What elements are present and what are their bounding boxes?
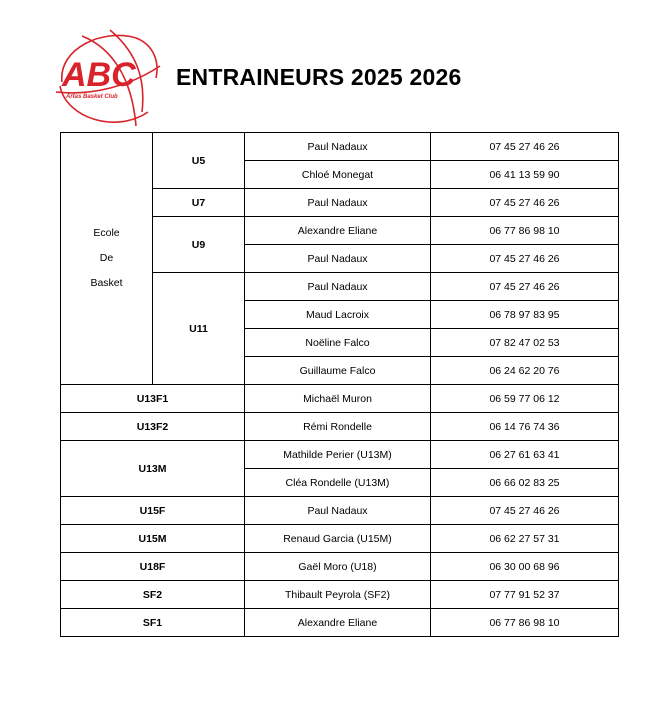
coach-phone: 06 66 02 83 25 (431, 469, 619, 497)
coach-name: Paul Nadaux (245, 497, 431, 525)
coach-name: Chloé Monegat (245, 161, 431, 189)
team-cell: U18F (61, 553, 245, 581)
coach-name: Alexandre Eliane (245, 609, 431, 637)
ecole-de-basket-cell (61, 133, 153, 385)
team-cell: U13M (61, 441, 245, 497)
category-cell: U9 (153, 217, 245, 273)
coach-name: Noëline Falco (245, 329, 431, 357)
coach-phone: 07 45 27 46 26 (431, 497, 619, 525)
team-cell: U13F2 (61, 413, 245, 441)
coach-phone: 07 45 27 46 26 (431, 245, 619, 273)
team-cell: SF2 (61, 581, 245, 609)
coach-name: Paul Nadaux (245, 133, 431, 161)
table-row (61, 581, 619, 609)
table-row (61, 553, 619, 581)
coach-phone: 06 24 62 20 76 (431, 357, 619, 385)
table-row (61, 441, 619, 469)
coaches-table (60, 132, 619, 637)
coach-name: Guillaume Falco (245, 357, 431, 385)
team-cell: SF1 (61, 609, 245, 637)
team-cell: U15M (61, 525, 245, 553)
coach-name: Thibault Peyrola (SF2) (245, 581, 431, 609)
coach-phone: 06 41 13 59 90 (431, 161, 619, 189)
club-logo (52, 26, 164, 136)
coaches-table-body (61, 133, 619, 637)
category-cell: U5 (153, 133, 245, 189)
coach-name: Alexandre Eliane (245, 217, 431, 245)
team-cell: U13F1 (61, 385, 245, 413)
table-row (61, 609, 619, 637)
coach-name: Gaël Moro (U18) (245, 553, 431, 581)
coach-name: Cléa Rondelle (U13M) (245, 469, 431, 497)
table-row (61, 413, 619, 441)
coach-phone: 06 59 77 06 12 (431, 385, 619, 413)
coach-phone: 06 78 97 83 95 (431, 301, 619, 329)
coach-name: Paul Nadaux (245, 189, 431, 217)
table-row (61, 133, 619, 161)
coach-phone: 07 45 27 46 26 (431, 133, 619, 161)
coach-name: Michaël Muron (245, 385, 431, 413)
coach-phone: 06 77 86 98 10 (431, 609, 619, 637)
table-row (61, 385, 619, 413)
coach-phone: 06 27 61 63 41 (431, 441, 619, 469)
coach-phone: 07 82 47 02 53 (431, 329, 619, 357)
team-cell: U15F (61, 497, 245, 525)
coach-name: Mathilde Perier (U13M) (245, 441, 431, 469)
table-row (61, 525, 619, 553)
school-line: Basket (90, 277, 123, 289)
category-cell: U7 (153, 189, 245, 217)
coach-name: Paul Nadaux (245, 273, 431, 301)
coach-name: Renaud Garcia (U15M) (245, 525, 431, 553)
logo-subtitle: Artas Basket Club (66, 94, 118, 100)
coach-phone: 06 77 86 98 10 (431, 217, 619, 245)
logo-text: ABC (62, 56, 136, 94)
coach-phone: 07 45 27 46 26 (431, 273, 619, 301)
coach-phone: 06 14 76 74 36 (431, 413, 619, 441)
coach-name: Maud Lacroix (245, 301, 431, 329)
coach-phone: 07 45 27 46 26 (431, 189, 619, 217)
page-title: ENTRAINEURS 2025 2026 (176, 64, 462, 90)
coach-name: Paul Nadaux (245, 245, 431, 273)
coach-phone: 07 77 91 52 37 (431, 581, 619, 609)
coach-phone: 06 62 27 57 31 (431, 525, 619, 553)
category-cell: U11 (153, 273, 245, 385)
table-row (61, 497, 619, 525)
coach-name: Rémi Rondelle (245, 413, 431, 441)
school-line: Ecole (93, 227, 120, 239)
coach-phone: 06 30 00 68 96 (431, 553, 619, 581)
school-line: De (99, 252, 114, 264)
